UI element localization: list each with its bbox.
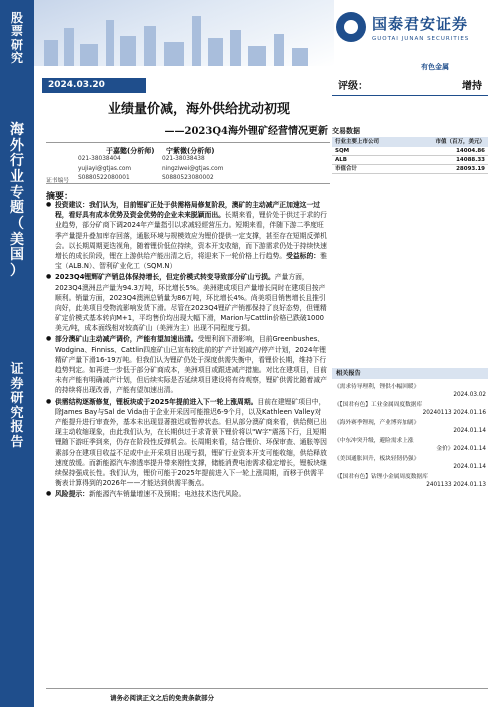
industry-tag: 有色金属 xyxy=(421,63,449,71)
related-report-item[interactable]: 《海外赛季锂现，产业博弈加剧》 2024.01.14 xyxy=(334,420,486,435)
brand-logo xyxy=(336,12,469,42)
report-date: 2024.03.20 xyxy=(42,78,146,93)
brand-name-en: GUOTAI JUNAN SECURITIES xyxy=(372,35,470,42)
summary-paragraph-cuts: ● 部分澳矿山主动减产调价，产能有望加速出清。受锂利润下滑影响，目前Greenbushes、Wodgina、Finniss、Cattlin四座矿山已宣布较此前的扩产计划减产/停产计划，2024年锂精矿产量下滑16-19万吨。但我们认为锂矿仍处于深度供需失衡中，看锂价长期，维持下行趋势判定。如再进一步低于部分矿商成本，美洲项目或跟进减产措施。对比在建项目，目前未有产能有明确减产计划，但后续实际是否延续项目建设将有待观察，锂矿供需比随着减产的持续将出现改善，产能有望加速出清。 xyxy=(46,334,328,395)
analyst-1-cert: S0880522080001 xyxy=(78,175,130,181)
report-subtitle: ——2023Q4海外锂矿经营情况更新 xyxy=(164,126,328,137)
sidebar-label-overseas-topic: 海 外 行 业 专 题 （ 美 国 ） xyxy=(10,122,24,280)
related-report-item[interactable]: 《美国通胀回升，板块轻韧仍强》 2024.01.14 xyxy=(334,456,486,471)
rating-row xyxy=(332,76,488,92)
footer-rule xyxy=(46,688,488,689)
trading-table-header xyxy=(332,137,488,147)
sidebar-label-stock-research: 股 票 研 究 xyxy=(10,11,23,66)
brand-name-cn: 国泰君安证券 xyxy=(372,14,469,33)
sidebar-label-securities-report: 证 券 研 究 报 告 xyxy=(10,362,24,450)
header-banner xyxy=(34,0,500,66)
footer-disclaimer: 请务必阅读正文之后的免责条款部分 xyxy=(110,694,214,702)
summary-paragraph-production: ● 2023Q4锂辉矿产销总体保持增长，但定价模式转变导致部分矿山亏损。产量方面，2023Q4澳洲总产量为94.3万吨，环比增长5%。美洲建成项目产量增长同时在建项目按产顺利。销量方面，2023Q4澳洲总销量为86万吨，环比增长4%。尚美项目销售增长且推引向好，此美项目受物流影响发货下滑。尽管在2023Q4锂矿产销都保持了良好态势，但锂精矿定价模式基本转向M+1，平均售价均出现大幅下滑，Marion与Cattlin价格已跌破1000美元/吨，成本面线相对较高矿山（美洲为主）出现不同程度亏损。 xyxy=(46,272,328,333)
table-row: SQM 14004.86 xyxy=(332,147,488,156)
analyst-1-phone: 021-38038404 xyxy=(78,156,121,162)
related-report-item[interactable]: 《【国君有色】钴锂小金属周度数据库 2401133 2024.01.13 xyxy=(334,474,486,489)
report-title: 业绩量价减，海外供给扰动初现 xyxy=(107,102,290,117)
analyst-1-name: 于嘉懿(分析师) xyxy=(106,147,155,155)
related-reports-title: 相关报告 xyxy=(332,368,488,379)
related-report-item[interactable]: 《【国君有色】工业金属周度数据库 20240113 2024.01.16 xyxy=(334,402,486,417)
analyst-bottom-rule xyxy=(46,183,330,184)
trading-data-title: 交易数据 xyxy=(332,127,360,135)
summary-body xyxy=(46,200,328,500)
table-row: 市值合计 28093.19 xyxy=(332,165,488,174)
col-company: 行业主要上市公司 xyxy=(335,139,380,145)
analyst-1-email[interactable]: yujiayi@gtjas.com xyxy=(78,166,132,172)
summary-title: 摘要： xyxy=(46,192,74,202)
analyst-2-phone: 021-38038438 xyxy=(162,156,205,162)
rating-divider xyxy=(332,95,488,96)
analyst-2-name: 宁紫微(分析师) xyxy=(166,147,215,155)
rating-value: 增持 xyxy=(462,81,482,92)
analyst-top-rule xyxy=(46,142,330,143)
left-sidebar xyxy=(0,0,34,707)
summary-paragraph-investment: ● 投资建议：我们认为，目前锂矿正处于供需格局修复阶段，澳矿的主动减产正加速这一过程，看好具有成本优势及资金优势的企业未来脱颖而出。长期来看，锂价处于供过于求的行业趋势，部分矿商下调2024年产量指引以求减轻經营压力。短期来看，伴随下游二季度旺季产量提升叠加库存回落，通胀环境与规模效应为锂价提供一定支撑，甚至存在短期反弹机会。以长期周期更迭视角，随着锂价低位持续，资本开支收缩，而下游需求仍处于持续快速增长的成长阶段，锂在上游供给产能出清之后，将迎来下一轮价格上行趋势。受益标的：雅宝（ALB.N）、智利矿业化工（SQM.N） xyxy=(46,200,328,271)
related-report-item[interactable]: 《中东冲突升级，避险需求上涨 金价》2024.01.14 xyxy=(334,438,486,453)
related-report-item[interactable]: 《需求待导理利，锂供小幅回暖》 2024.03.02 xyxy=(334,384,486,399)
rating-label: 评级： xyxy=(338,81,368,92)
col-market-cap: 市值（百万，美元） xyxy=(435,139,485,145)
brand-emblem-icon xyxy=(336,12,366,42)
banner-cityscape xyxy=(34,0,334,66)
analyst-2-email[interactable]: ningziwei@gtjas.com xyxy=(162,166,224,172)
trading-data-table xyxy=(332,137,488,174)
summary-paragraph-cycle: ● 供需结构逐渐修复，锂板块或于2025年提前进入下一轮上涨周期。目前在建锂矿项目中，除James Bay与Sal de Vida由于企业开采因可能推迟6-9个月，以及Kathleen Valley对产能提升进行审查外，基本未出现显著推迟或暂停状态。但从部分澳矿商来看，供给侧已出现主动收缩现象，由此我们认为，在长期供过于求背景下锂价将以"W字"震荡下行，且短期锂随下游旺季到来，仍存在阶段性反弹机会。长周期来看，结合锂价、环保审查、通胀等因素部分在建项目收益不足或中止开采项目出现亏损，锂矿行业资本开支可能收缩，供给释放速度放缓。而新能源汽车渗透率提升带来刚性支撑，储能消费电池需求稳定增长，锂板块继续保持强成长性。我们认为，锂价可能于2025年提前进入下一轮上涨周期，而移于供需平衡表计算得到的2026年——才能达到供需平衡点。 xyxy=(46,397,328,489)
summary-paragraph-risk: ● 风险提示：新能源汽车销量增速不及预期；电池技术迭代风险。 xyxy=(46,489,328,499)
table-row: ALB 14088.33 xyxy=(332,156,488,165)
cert-label: 证书编号 xyxy=(46,178,70,184)
analyst-2-cert: S0880523080002 xyxy=(162,175,214,181)
